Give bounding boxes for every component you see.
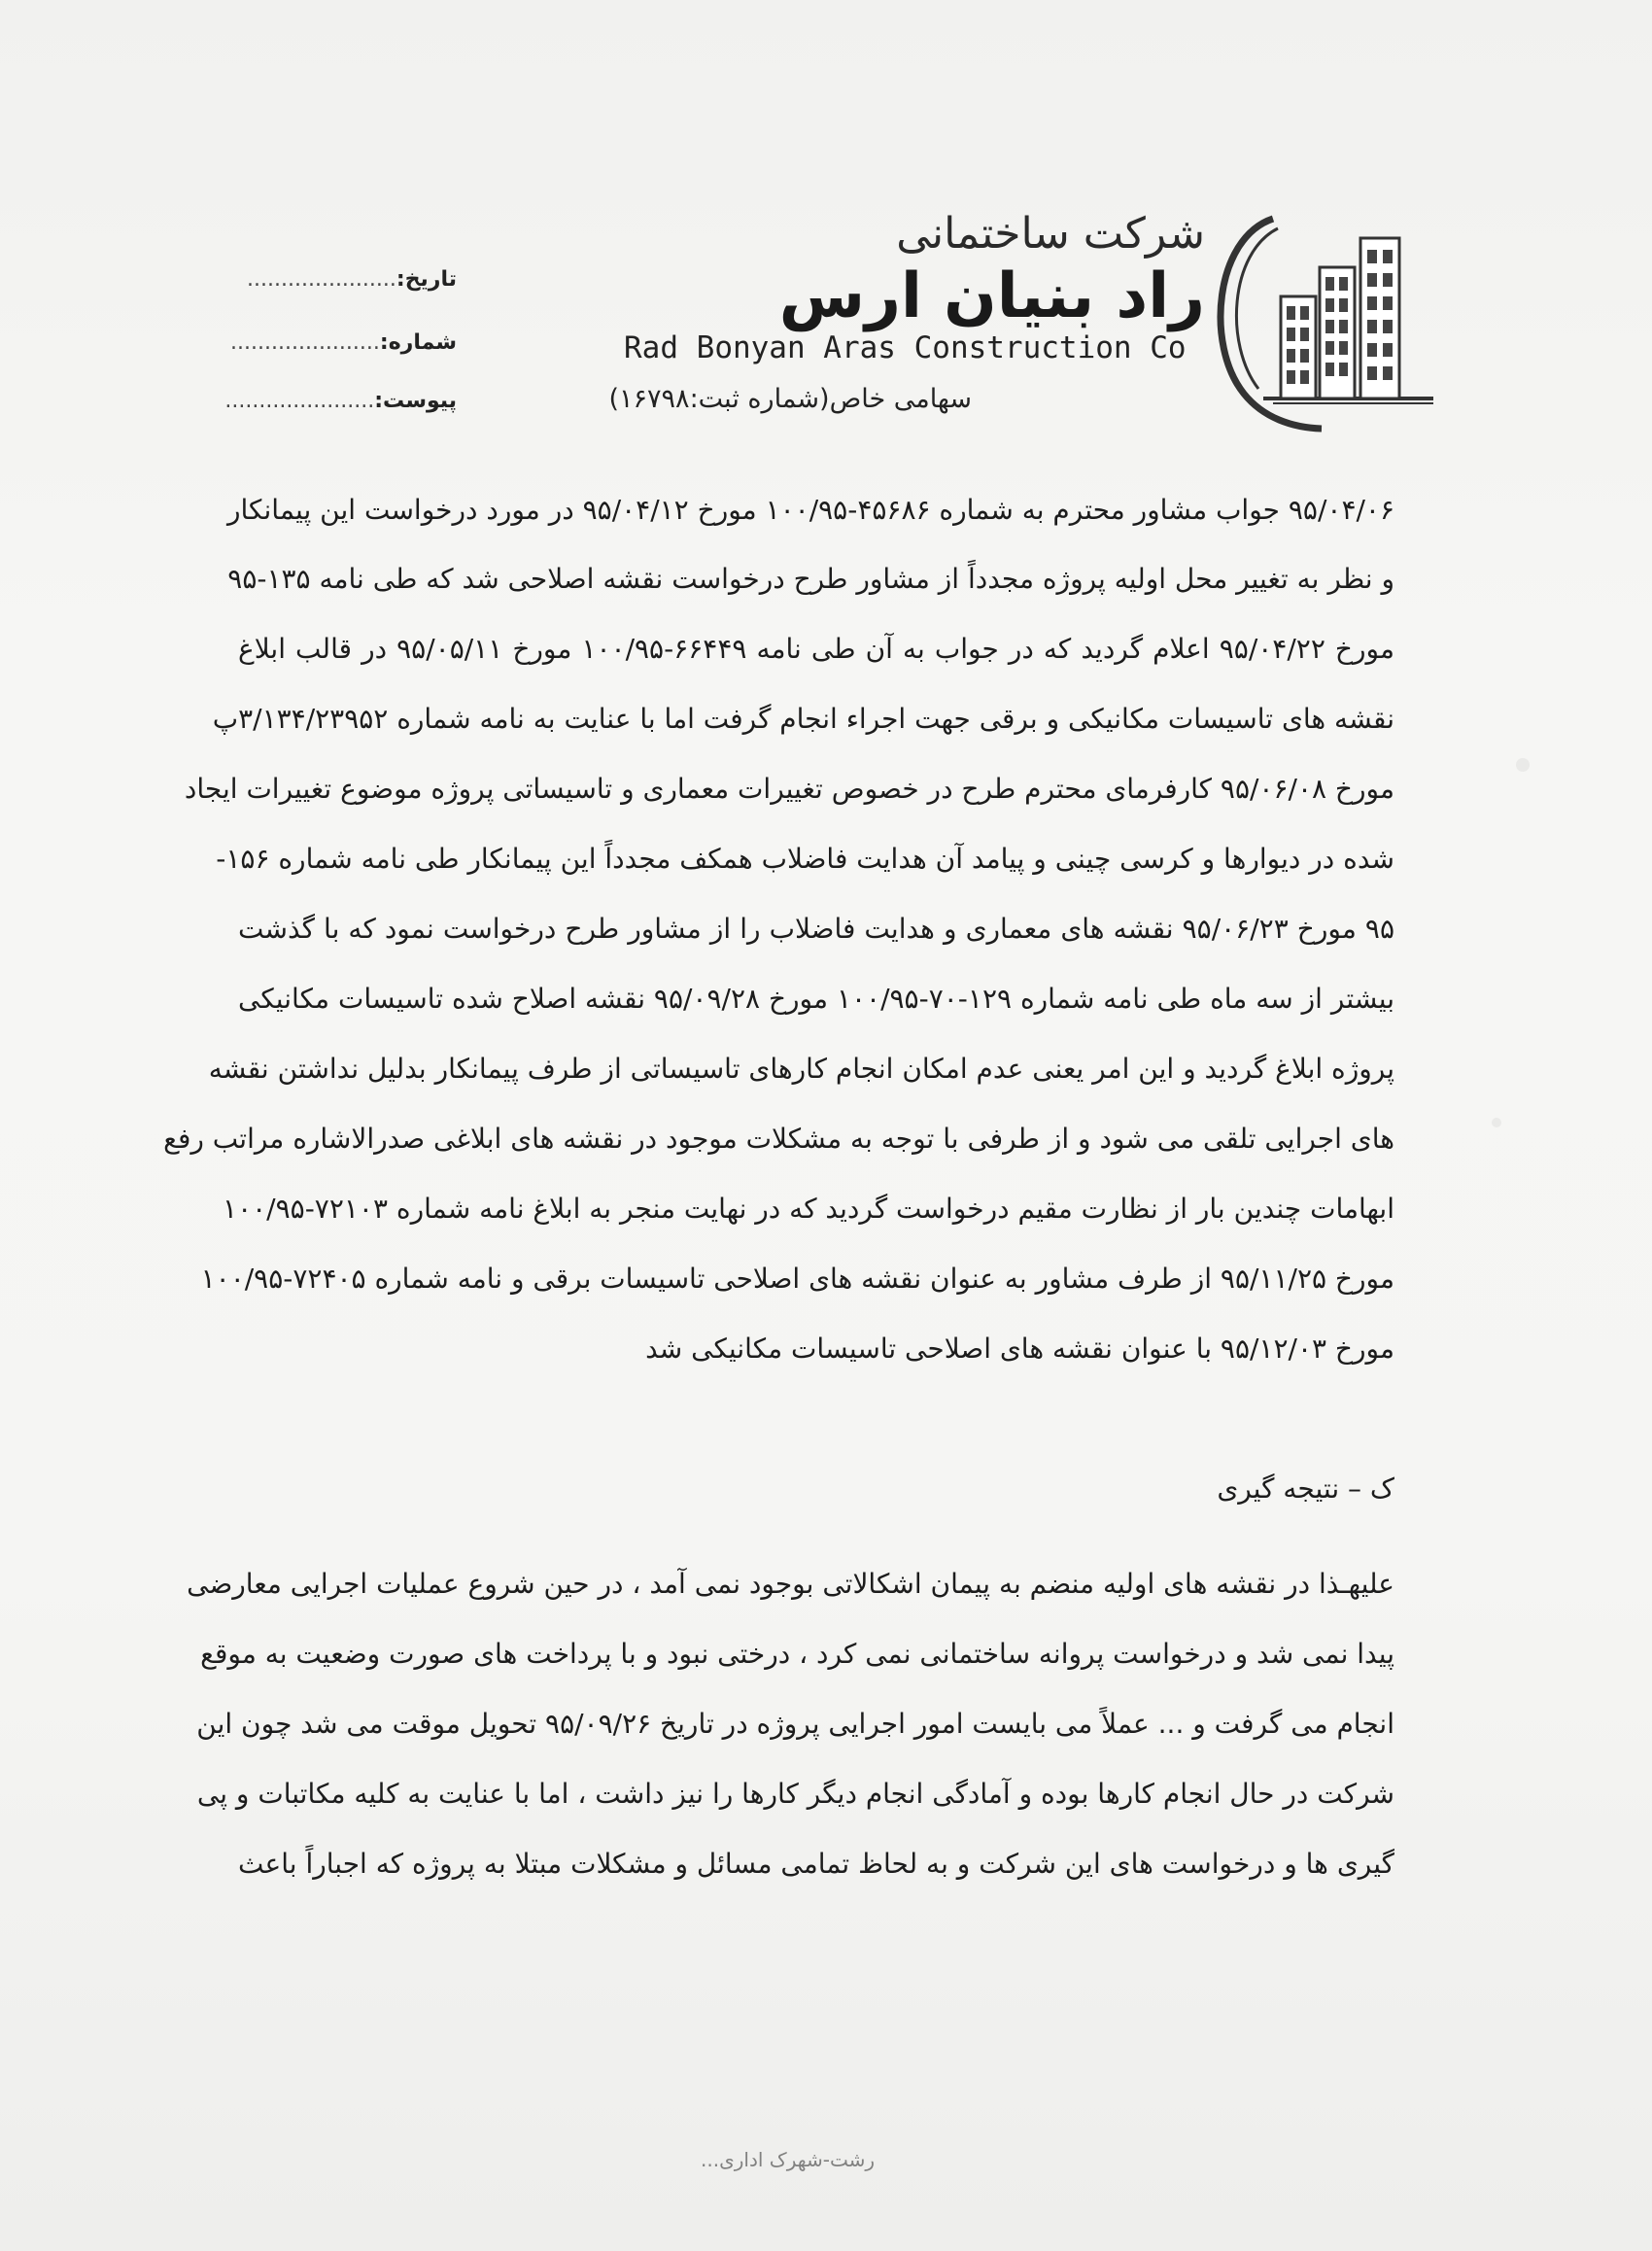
building-logo-icon [1205, 199, 1438, 433]
body-line: مورخ ۹۵/۱۱/۲۵ از طرف مشاور به عنوان نقشه های اصلاحی تاسیسات برقی و نامه شماره ۷۲۴۰۵-۱۰۰/۹۵ [200, 1263, 1394, 1295]
scan-spot [1516, 758, 1530, 772]
date-field [233, 267, 457, 292]
number-field [230, 330, 457, 355]
date-label: تاریخ: [396, 267, 457, 292]
body-line: پروژه ابلاغ گردید و این امر یعنی عدم امکان انجام کارهای تاسیساتی از طرف پیمانکار بدلیل نداشتن نقشه [208, 1053, 1394, 1085]
footer-address: رشت-شهرک اداری... [701, 2148, 875, 2171]
conclusion-line: علیهـذا در نقشه های اولیه منضم به پیمان اشکالاتی بوجود نمی آمد ، در حین شروع عملیات اجرایی معارضی [187, 1568, 1394, 1600]
section-heading: ک – نتیجه گیری [1217, 1472, 1394, 1505]
date-dots: ...................... [247, 267, 396, 292]
company-name-en: Rad Bonyan Aras Construction Co [624, 330, 1187, 365]
company-registration: سهامی خاص(شماره ثبت:۱۶۷۹۸) [608, 384, 972, 414]
conclusion-line: گیری ها و درخواست های این شرکت و به لحاظ تمامی مسائل و مشکلات مبتلا به پروژه که اجباراً باعث [238, 1848, 1394, 1880]
body-line: مورخ ۹۵/۰۴/۲۲ اعلام گردید که در جواب به آن طی نامه ۶۶۴۴۹-۱۰۰/۹۵ مورخ ۹۵/۰۵/۱۱ در قالب ابلاغ [238, 633, 1394, 665]
body-line: های اجرایی تلقی می شود و از طرفی با توجه به مشکلات موجود در نقشه های ابلاغی صدرالاشاره مراتب رفع [163, 1123, 1394, 1155]
number-label: شماره: [379, 330, 457, 355]
body-line: ۹۵/۰۴/۰۶ جواب مشاور محترم به شماره ۴۵۶۸۶-۱۰۰/۹۵ مورخ ۹۵/۰۴/۱۲ در مورد درخواست این پیمانکار [227, 494, 1394, 526]
body-line: مورخ ۹۵/۰۶/۰۸ کارفرمای محترم طرح در خصوص تغییرات معماری و تاسیساتی پروژه موضوع تغییرات ایجاد [184, 773, 1394, 805]
number-dots: ...................... [230, 330, 380, 355]
conclusion-line: انجام می گرفت و ... عملاً می بایست امور اجرایی پروژه در تاریخ ۹۵/۰۹/۲۶ تحویل موقت می شد چون این [196, 1708, 1394, 1740]
body-line: مورخ ۹۵/۱۲/۰۳ با عنوان نقشه های اصلاحی تاسیسات مکانیکی شد [645, 1333, 1394, 1365]
company-type: شرکت ساختمانی [896, 209, 1205, 259]
body-line: ۹۵ مورخ ۹۵/۰۶/۲۳ نقشه های معماری و هدایت فاضلاب را از مشاور طرح درخواست نمود که با گذشت [238, 913, 1394, 945]
body-line: ابهامات چندین بار از نظارت مقیم درخواست گردید که در نهایت منجر به ابلاغ نامه شماره ۷۲۱۰۳-۱۰۰/۹۵ [223, 1193, 1394, 1225]
scan-spot [1492, 1118, 1501, 1127]
attachment-field [224, 389, 457, 413]
body-line: شده در دیوارها و کرسی چینی و پیامد آن هدایت فاضلاب همکف مجدداً این پیمانکار طی نامه شماره ۱۵۶- [216, 843, 1394, 875]
bleed-through-text [175, 0, 1438, 58]
conclusion-line: پیدا نمی شد و درخواست پروانه ساختمانی نمی کرد ، درختی نبود و با پرداخت های صورت وضعیت به موقع [200, 1638, 1394, 1670]
attachment-label: پیوست: [374, 389, 457, 413]
body-line: و نظر به تغییر محل اولیه پروژه مجدداً از مشاور طرح درخواست نقشه اصلاحی شد که طی نامه ۱۳۵-۹۵ [227, 563, 1394, 595]
attachment-dots: ...................... [224, 389, 375, 413]
body-line: نقشه های تاسیسات مکانیکی و برقی جهت اجراء انجام گرفت اما با عنایت به نامه شماره ۳/۱۳۴/۲۳۹۵۲پ [212, 703, 1394, 735]
body-line: بیشتر از سه ماه طی نامه شماره ۱۲۹-۷۰-۱۰۰/۹۵ مورخ ۹۵/۰۹/۲۸ نقشه اصلاح شده تاسیسات مکانیکی [238, 983, 1394, 1015]
conclusion-line: شرکت در حال انجام کارها بوده و آمادگی انجام دیگر کارها را نیز داشت ، اما با عنایت به کلیه مکاتبات و پی [196, 1778, 1394, 1810]
company-name-fa: راد بنیان ارس [778, 260, 1205, 332]
